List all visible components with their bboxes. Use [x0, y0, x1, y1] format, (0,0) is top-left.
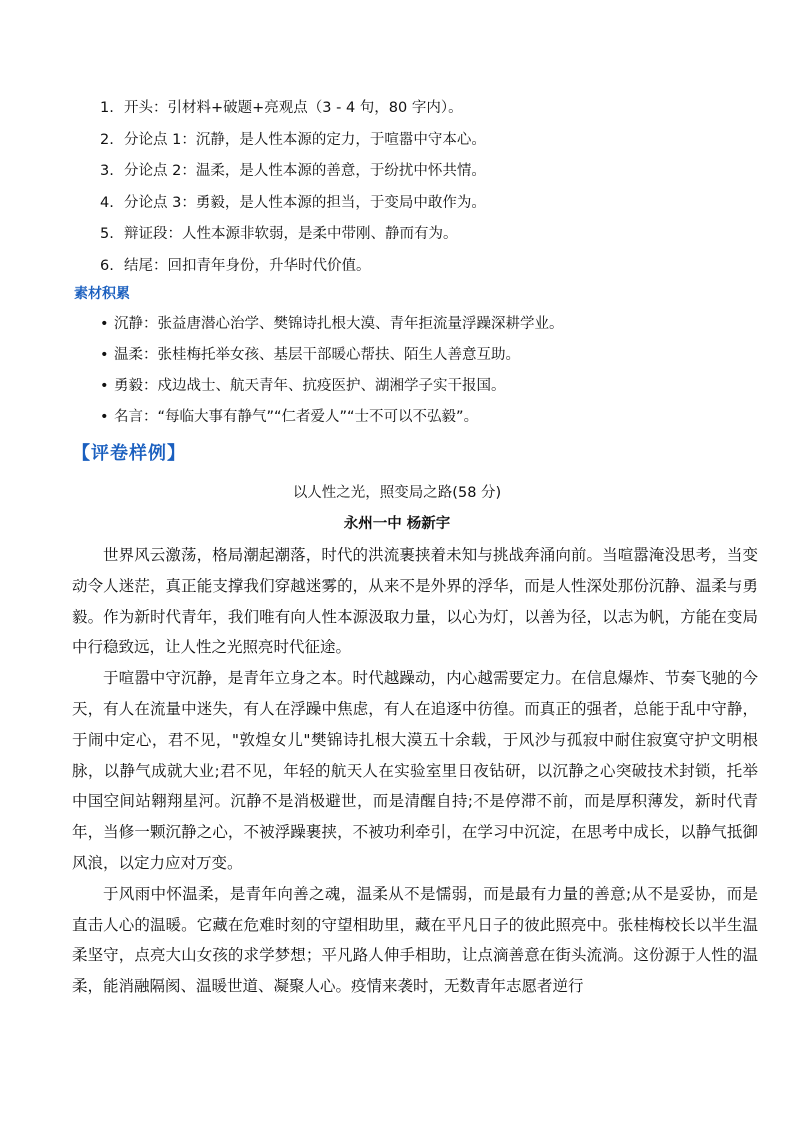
outline-item [100, 156, 486, 188]
outline-number: 5. [100, 226, 114, 242]
outline-item [100, 219, 486, 251]
outline-text: 开头：引材料+破题+亮观点（3 - 4 句，80 字内）。 [124, 100, 463, 116]
outline-text: 分论点 2：温柔，是人性本源的善意，于纷扰中怀共情。 [124, 163, 486, 179]
outline-number: 6. [100, 257, 114, 274]
material-item [100, 371, 564, 402]
material-item [100, 402, 564, 433]
essay-body [72, 540, 758, 1002]
bullet-icon: • [100, 409, 109, 425]
material-text: 温柔：张桂梅托举女孩、基层干部暖心帮扶、陌生人善意互助。 [114, 347, 520, 363]
sample-heading: 【评卷样例】 [72, 443, 186, 464]
outline-item [100, 251, 486, 283]
outline-item [100, 125, 486, 157]
outline-number: 3. [100, 163, 114, 179]
materials-heading: 素材积累 [74, 286, 130, 302]
material-text: 名言：“每临大事有静气”“仁者爱人”“士不可以不弘毅”。 [114, 409, 479, 425]
outline-number: 1. [100, 100, 114, 116]
essay-outline [100, 93, 486, 282]
outline-text: 辩证段：人性本源非软弱，是柔中带刚、静而有为。 [124, 226, 458, 242]
essay-paragraph: 世界风云激荡，格局潮起潮落，时代的洪流裹挟着未知与挑战奔涌向前。当喧嚣淹没思考，当变动令人迷茫，真正能支撑我们穿越迷雾的，从来不是外界的浮华，而是人性深处那份沉静、温柔与勇毅。作为新时代青年，我们唯有向人性本源汲取力量，以心为灯，以善为径，以志为帆，方能在变局中行稳致远，让人性之光照亮时代征途。 [72, 546, 758, 657]
materials-list [100, 309, 564, 433]
essay-paragraph: 于喧嚣中守沉静，是青年立身之本。时代越躁动，内心越需要定力。在信息爆炸、节奏飞驰的今天，有人在流量中迷失，有人在浮躁中焦虑，有人在追逐中彷徨。而真正的强者，总能于乱中守静，于闹中定心，君不见，"敦煌女儿"樊锦诗扎根大漠五十余载，于风沙与孤寂中耐住寂寞守护文明根脉，以静气成就大业;君不见，年轻的航天人在实验室里日夜钻研，以沉静之心突破技术封锁，托举中国空间站翱翔星河。沉静不是消极避世，而是清醒自持;不是停滞不前，而是厚积薄发，新时代青年，当修一颗沉静之心，不被浮躁裹挟，不被功利牵引，在学习中沉淀，在思考中成长，以静气抵御风浪，以定力应对万变。 [72, 669, 758, 872]
bullet-icon: • [100, 347, 109, 363]
outline-number: 2. [100, 131, 114, 148]
bullet-icon: • [100, 378, 109, 394]
material-text: 沉静：张益唐潜心治学、樊锦诗扎根大漠、青年拒流量浮躁深耕学业。 [114, 316, 564, 332]
outline-text: 结尾：回扣青年身份，升华时代价值。 [124, 257, 371, 274]
material-text: 勇毅：戍边战士、航天青年、抗疫医护、湖湘学子实干报国。 [114, 378, 506, 394]
bullet-icon: • [100, 316, 109, 332]
essay-author: 永州一中 杨新宇 [343, 516, 451, 532]
outline-item [100, 188, 486, 220]
outline-text: 分论点 1：沉静，是人性本源的定力，于喧嚣中守本心。 [124, 131, 486, 148]
essay-paragraph: 于风雨中怀温柔，是青年向善之魂，温柔从不是懦弱，而是最有力量的善意;从不是妥协，而是直击人心的温暖。它藏在危难时刻的守望相助里，藏在平凡日子的彼此照亮中。张桂梅校长以半生温柔坚守，点亮大山女孩的求学梦想；平凡路人伸手相助，让点滴善意在街头流淌。这份源于人性的温柔，能消融隔阂、温暖世道、凝聚人心。疫情来袭时，无数青年志愿者逆行 [72, 884, 758, 996]
essay-title: 以人性之光，照变局之路(58 分) [292, 485, 502, 501]
material-item [100, 309, 564, 340]
outline-item [100, 93, 486, 125]
material-item [100, 340, 564, 371]
outline-number: 4. [100, 194, 114, 211]
outline-text: 分论点 3：勇毅，是人性本源的担当，于变局中敢作为。 [124, 194, 486, 211]
